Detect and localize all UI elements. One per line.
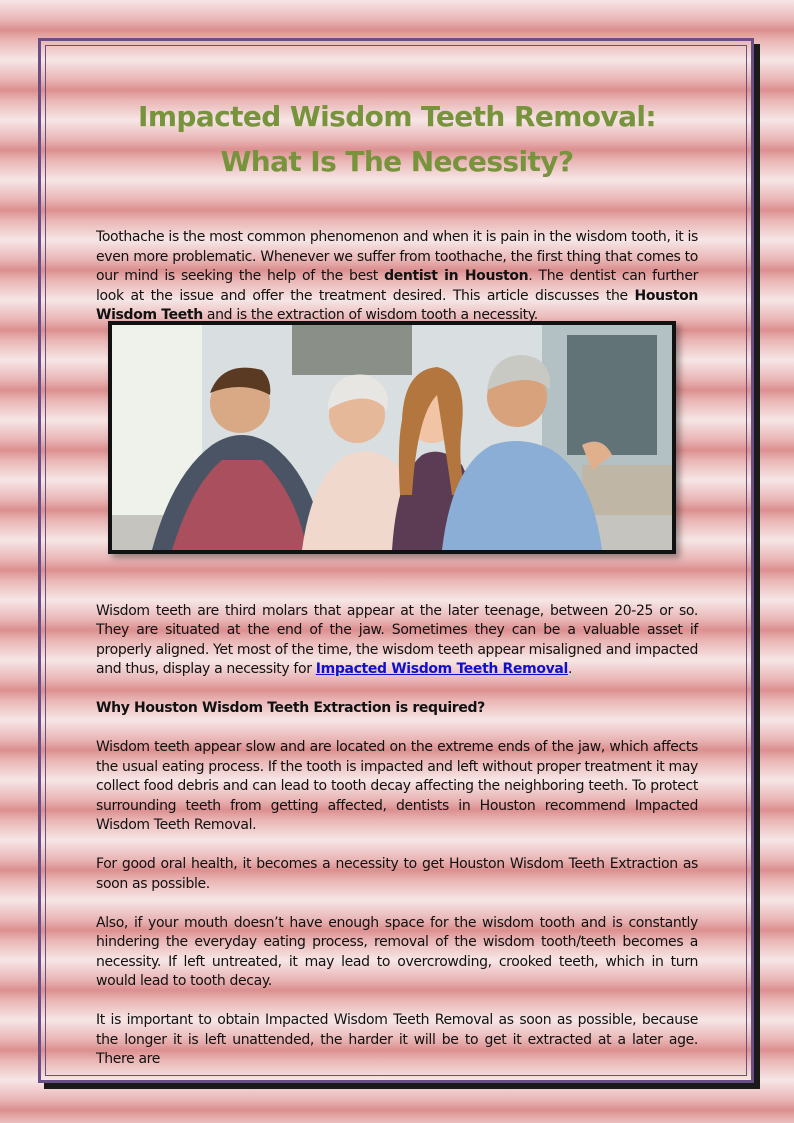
- paragraph-oral-health: For good oral health, it becomes a necessity to get Houston Wisdom Teeth Extraction as soon as possible.: [96, 856, 698, 892]
- page-title: Impacted Wisdom Teeth Removal: What Is The Necessity?: [138, 100, 656, 178]
- impacted-removal-link[interactable]: Impacted Wisdom Teeth Removal: [315, 661, 568, 677]
- intro-text-2: . The dentist can further look at the issue and offer the treatment desired. This article discusses the: [96, 268, 698, 304]
- intro-bold-dentist: dentist in Houston: [384, 268, 529, 284]
- family-photo: [108, 321, 676, 554]
- document-body: [96, 94, 698, 1070]
- intro-text-3: and is the extraction of wisdom tooth a necessity.: [202, 307, 538, 323]
- paragraph-wisdom-teeth: [96, 602, 698, 680]
- para2-text-1: Wisdom teeth are third molars that appear at the later teenage, between 20-25 or so. They are situated at the end of the jaw. Sometimes they can be a valuable asset if properly aligned. Yet most of the time, the wisdom teeth appear misaligned and impacted and thus, display a necessity for: [96, 602, 698, 677]
- family-photo-illustration: [112, 325, 672, 550]
- paragraph-why: Wisdom teeth appear slow and are located on the extreme ends of the jaw, which affects the usual eating process. If the tooth is impacted and left without proper treatment it may collect food debris and can lead to tooth decay affecting the neighboring teeth. To protect surrounding teeth from getting affected, dentists in Houston recommend Impacted Wisdom Teeth Removal.: [96, 739, 698, 833]
- paragraph-important: It is important to obtain Impacted Wisdom Teeth Removal as soon as possible, because the longer it is left unattended, the harder it will be to get it extracted at a later age. There are: [96, 1012, 698, 1067]
- section-heading: Why Houston Wisdom Teeth Extraction is required?: [96, 700, 485, 716]
- intro-text-1: Toothache is the most common phenomenon and when it is pain in the wisdom tooth, it is even more problematic. Whenever we suffer from toothache, the first thing that comes to our mind is seeking the help of the best: [96, 229, 698, 284]
- paragraph-space: Also, if your mouth doesn’t have enough space for the wisdom tooth and is constantly hindering the everyday eating process, removal of the wisdom tooth/teeth becomes a necessity. If left untreated, it may lead to overcrowding, crooked teeth, which in turn would lead to tooth decay.: [96, 914, 698, 989]
- para2-text-2: .: [567, 661, 573, 677]
- intro-bold-houston-wisdom: Houston Wisdom Teeth: [96, 287, 698, 323]
- intro-paragraph: [96, 228, 698, 326]
